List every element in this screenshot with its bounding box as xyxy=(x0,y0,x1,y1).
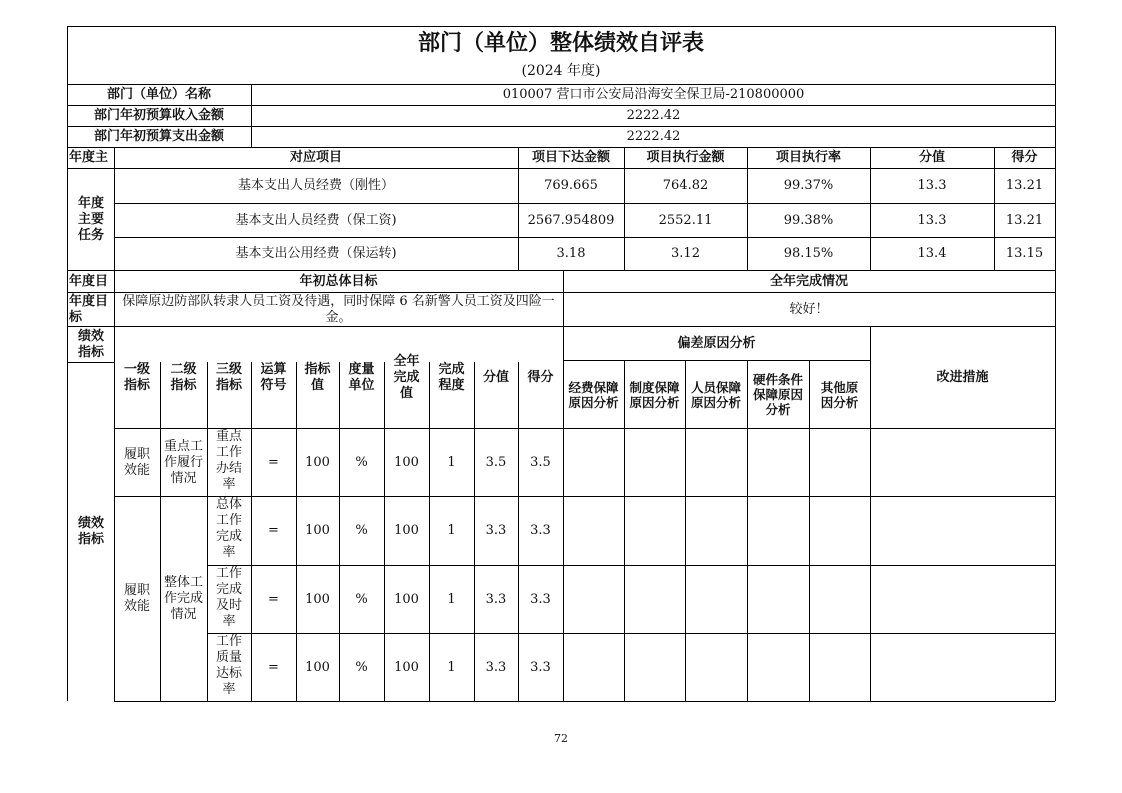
task-row-score: 13.21 xyxy=(1005,178,1044,193)
task-row-rate: 98.15% xyxy=(783,246,834,261)
header-funding: 经费保障原因分析 xyxy=(568,379,619,410)
indicator-target: 100 xyxy=(305,591,330,607)
task-row-score: 13.21 xyxy=(1005,212,1044,228)
task-row-score-value: 13.3 xyxy=(917,178,947,193)
header-actual: 全年完成值 xyxy=(393,353,420,401)
header-degree: 完成程度 xyxy=(438,361,465,393)
indicator-unit: % xyxy=(355,454,368,470)
indicator-target: 100 xyxy=(305,659,330,675)
group-level1: 履职效能 xyxy=(123,583,150,614)
indicator-score: 3.3 xyxy=(530,659,551,675)
task-header-col0: 年度主 xyxy=(69,150,109,165)
indicator-unit: % xyxy=(355,659,368,675)
header-hardware: 硬件条件保障原因分析 xyxy=(752,372,803,417)
group-level2: 整体工作完成情况 xyxy=(164,575,204,622)
task-header-issued: 项目下达金额 xyxy=(531,150,610,165)
rule xyxy=(67,26,1055,27)
indicator-target: 100 xyxy=(305,523,330,538)
expense-label: 部门年初预算支出金额 xyxy=(93,129,224,144)
header-other: 其他原因分析 xyxy=(820,379,859,410)
goal-row-label: 年度目标 xyxy=(69,294,109,325)
task-row-executed: 2552.11 xyxy=(658,212,713,228)
indicator-unit: % xyxy=(355,523,368,538)
header-deviation: 偏差原因分析 xyxy=(677,335,756,351)
task-header-executed: 项目执行金额 xyxy=(646,150,725,165)
indicator-score: 3.3 xyxy=(530,523,551,538)
task-row-executed: 3.12 xyxy=(671,246,700,261)
indicator-actual: 100 xyxy=(394,523,419,538)
header-operator: 运算符号 xyxy=(260,361,287,393)
task-row-issued: 769.665 xyxy=(544,178,598,193)
indicator-level3: 重点工作办结率 xyxy=(215,429,242,492)
header-score: 得分 xyxy=(527,369,554,385)
group-level1: 履职效能 xyxy=(123,446,150,478)
indicator-score-value: 3.3 xyxy=(485,523,507,538)
goal-initial-text: 保障原边防部队转隶人员工资及待遇，同时保障 6 名新警人员工资及四险一金。 xyxy=(122,294,555,325)
income-value: 2222.42 xyxy=(626,108,681,123)
header-system: 制度保障原因分析 xyxy=(629,379,680,410)
dept-name-label: 部门（单位）名称 xyxy=(106,87,211,102)
indicator-score-value: 3.3 xyxy=(485,591,507,607)
rule xyxy=(114,701,1055,702)
indicator-operator: = xyxy=(268,659,279,675)
goal-header-col0: 年度目 xyxy=(69,273,109,289)
header-target: 指标值 xyxy=(304,361,331,393)
header-unit: 度量单位 xyxy=(348,361,375,393)
task-row-executed: 764.82 xyxy=(662,178,709,193)
header-personnel: 人员保障原因分析 xyxy=(690,379,741,410)
header-score-value: 分值 xyxy=(482,369,509,385)
header-level3: 三级指标 xyxy=(215,361,242,393)
indicator-top-label: 绩效指标 xyxy=(77,328,104,360)
task-header-score-value: 分值 xyxy=(918,150,945,165)
indicator-actual: 100 xyxy=(394,591,419,607)
indicator-side-label: 绩效指标 xyxy=(77,516,104,547)
indicator-actual: 100 xyxy=(394,454,419,470)
indicator-degree: 1 xyxy=(447,591,456,607)
indicator-target: 100 xyxy=(305,454,330,470)
task-row-item: 基本支出人员经费（保工资) xyxy=(235,212,397,228)
task-row-rate: 99.37% xyxy=(783,178,834,193)
task-row-score-value: 13.4 xyxy=(917,246,947,261)
task-row-rate: 99.38% xyxy=(783,212,834,228)
indicator-operator: = xyxy=(268,523,279,538)
task-row-item: 基本支出公用经费（保运转) xyxy=(235,246,397,261)
indicator-score: 3.3 xyxy=(530,591,551,607)
goal-completion-text: 较好！ xyxy=(789,301,829,317)
page-number: 72 xyxy=(554,732,568,745)
indicator-operator: = xyxy=(268,454,279,470)
indicator-level3: 工作完成及时率 xyxy=(215,566,242,629)
header-level2: 二级指标 xyxy=(170,361,197,393)
indicator-actual: 100 xyxy=(394,659,419,675)
rule xyxy=(1055,26,1056,701)
dept-name-value: 010007 营口市公安局沿海安全保卫局-210800000 xyxy=(502,87,805,102)
task-header-score: 得分 xyxy=(1011,150,1038,165)
header-improve: 改进措施 xyxy=(936,369,989,385)
indicator-score: 3.5 xyxy=(530,454,551,470)
income-label: 部门年初预算收入金额 xyxy=(93,108,224,123)
header-level1: 一级指标 xyxy=(123,361,150,393)
indicator-level3: 工作质量达标率 xyxy=(215,634,242,697)
indicator-score-value: 3.5 xyxy=(485,454,507,470)
task-row-item: 基本支出人员经费（刚性） xyxy=(237,178,394,193)
page-subtitle: (2024 年度) xyxy=(521,63,601,79)
goal-completion-header: 全年完成情况 xyxy=(769,273,848,289)
indicator-operator: = xyxy=(268,591,279,607)
page-title: 部门（单位）整体绩效自评表 xyxy=(417,31,704,56)
indicator-degree: 1 xyxy=(447,454,456,470)
task-row-issued: 3.18 xyxy=(556,246,586,261)
indicator-degree: 1 xyxy=(447,523,456,538)
task-row-score-value: 13.3 xyxy=(917,212,947,228)
indicator-level3: 总体工作完成率 xyxy=(215,497,242,560)
task-row-score: 13.15 xyxy=(1005,246,1044,261)
indicator-unit: % xyxy=(355,591,368,607)
group-level2: 重点工作履行情况 xyxy=(164,438,204,486)
task-header-rate: 项目执行率 xyxy=(775,150,841,165)
goal-initial-header: 年初总体目标 xyxy=(299,273,378,289)
expense-value: 2222.42 xyxy=(626,129,681,144)
task-row-issued: 2567.954809 xyxy=(527,212,615,228)
task-side-label: 年度主要任务 xyxy=(77,195,104,243)
indicator-score-value: 3.3 xyxy=(485,659,507,675)
indicator-degree: 1 xyxy=(447,659,456,675)
task-header-item: 对应项目 xyxy=(289,150,342,165)
